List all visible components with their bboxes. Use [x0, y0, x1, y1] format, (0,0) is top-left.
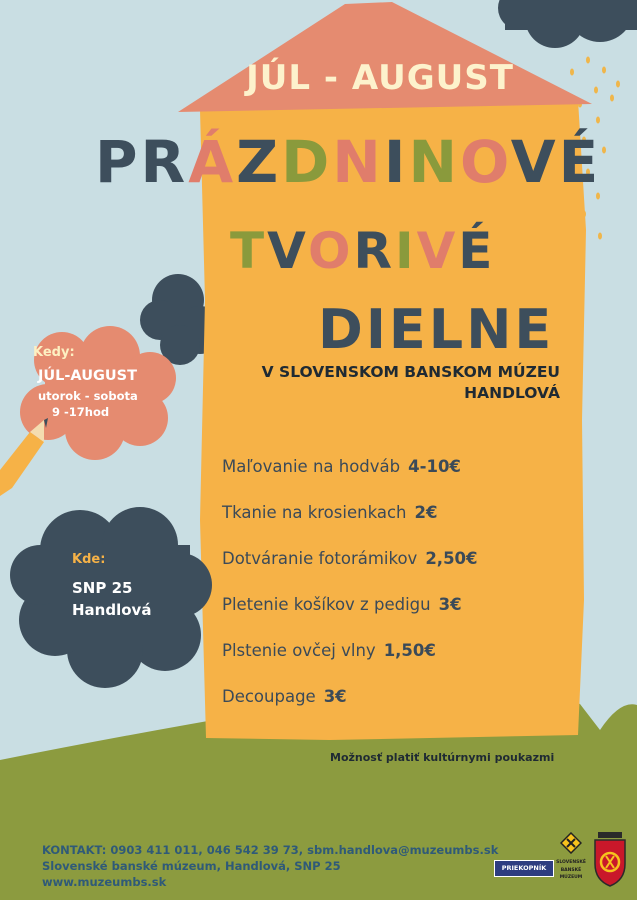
where-street: SNP 25 — [72, 579, 133, 597]
workshop-name: Dotváranie fotorámikov — [222, 549, 418, 568]
title-line-2 — [230, 222, 495, 280]
workshop-name: Maľovanie na hodváb — [222, 457, 401, 476]
contact-line-2: Slovenské banské múzeum, Handlová, SNP 25 — [42, 859, 341, 873]
when-hours: 9 -17hod — [52, 405, 110, 419]
title-letter: Z — [236, 128, 282, 196]
venue-line-1: V SLOVENSKOM BANSKOM MÚZEU — [261, 363, 560, 381]
title-letter: Á — [188, 128, 237, 196]
contact-block — [42, 842, 502, 890]
when-info — [18, 345, 163, 419]
title-letter: V — [416, 222, 459, 280]
when-months: JÚL-AUGUST — [38, 368, 137, 384]
where-town: Handlová — [72, 601, 152, 619]
workshop-price: 3€ — [323, 687, 347, 706]
workshop-price: 1,50€ — [383, 641, 436, 660]
voucher-note: Možnosť platiť kultúrnymi poukazmi — [330, 751, 555, 764]
title-letter: D — [281, 128, 333, 196]
workshop-item — [222, 636, 542, 682]
workshop-name: Tkanie na krosienkach — [222, 503, 407, 522]
workshop-price: 2€ — [414, 503, 438, 522]
workshop-name: Plstenie ovčej vlny — [222, 641, 376, 660]
title-letter: P — [95, 128, 141, 196]
title-letter: R — [353, 222, 395, 280]
title-letter: É — [458, 222, 496, 280]
handlova-coat-of-arms-icon — [592, 832, 628, 888]
workshop-price: 3€ — [438, 595, 462, 614]
title-letter: O — [459, 128, 511, 196]
venue-line-2: HANDLOVÁ — [464, 384, 560, 402]
sbm-logo-text-3: MÚZEUM — [559, 875, 583, 880]
title-letter: V — [267, 222, 308, 280]
sbm-logo — [556, 832, 586, 881]
workshop-item — [222, 452, 542, 498]
contact-website-link[interactable]: www.muzeumbs.sk — [42, 875, 167, 889]
title-letter: T — [230, 222, 268, 280]
workshop-price: 2,50€ — [425, 549, 478, 568]
workshop-item — [222, 590, 542, 636]
workshop-item — [222, 498, 542, 544]
workshop-name: Pletenie košíkov z pedigu — [222, 595, 431, 614]
workshop-price: 4-10€ — [408, 457, 461, 476]
title-letter: N — [408, 128, 460, 196]
title-letter: V — [510, 128, 559, 196]
prieskopnik-logo: PRIEKOPNÍK — [494, 860, 554, 877]
where-info — [72, 552, 151, 619]
title-letter: N — [332, 128, 384, 196]
venue — [240, 362, 560, 404]
title-line-1 — [95, 128, 601, 196]
workshop-name: Decoupage — [222, 687, 316, 706]
mining-hammers-icon — [560, 832, 582, 854]
title-letter: O — [307, 222, 354, 280]
workshop-item — [222, 544, 542, 590]
when-days: utorok - sobota — [38, 389, 138, 403]
title-letter: I — [394, 222, 417, 280]
title-letter: R — [140, 128, 189, 196]
sbm-logo-text-1: SLOVENSKÉ — [556, 860, 586, 865]
when-label: Kedy: — [33, 345, 75, 360]
sbm-logo-text-2: BANSKÉ — [560, 867, 582, 873]
title-letter: I — [383, 128, 409, 196]
workshop-list — [222, 452, 542, 728]
season-banner: JÚL - AUGUST — [246, 58, 514, 98]
contact-line-1: KONTAKT: 0903 411 011, 046 542 39 73, sbm.handlova@muzeumbs.sk — [42, 843, 499, 857]
title-letter: É — [558, 128, 602, 196]
where-label: Kde: — [72, 552, 106, 567]
workshop-item — [222, 682, 542, 728]
title-line-3: DIELNE — [318, 298, 555, 361]
